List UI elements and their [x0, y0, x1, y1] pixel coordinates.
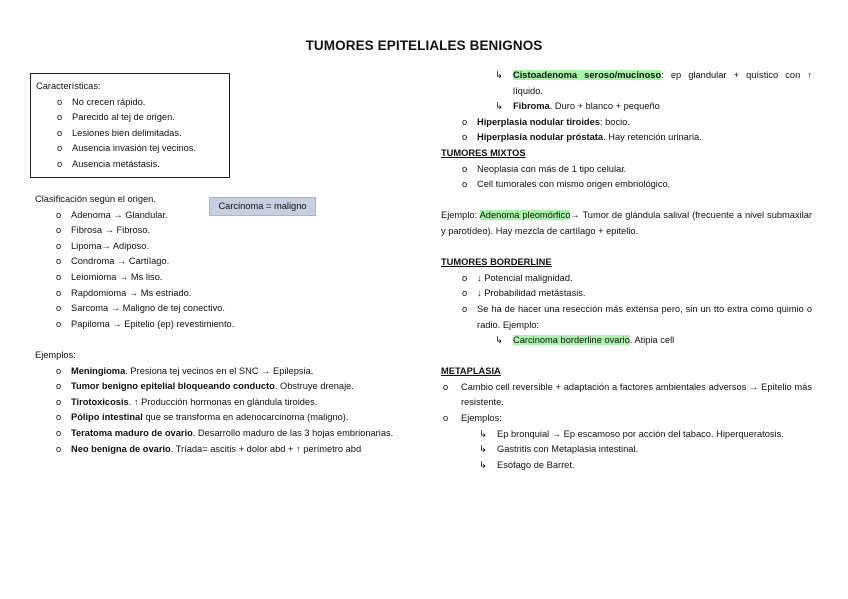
- left-column: [35, 192, 410, 457]
- characteristics-heading: Características:: [36, 81, 101, 91]
- list-item: o Se ha de hacer una resección más extensa pero, sin un tto extra como quimio o radio. Ejemplo:: [462, 303, 812, 330]
- list-item: o Neoplasia con más de 1 tipo celular.: [462, 163, 627, 174]
- list-item: o Teratoma maduro de ovario. Desarrollo maduro de las 3 hojas embrionarias.: [56, 427, 394, 438]
- classification-heading: Clasificación según el origen.: [35, 194, 156, 204]
- list-item: o Ausencia invasión tej vecinos.: [57, 143, 197, 154]
- list-item: o Hiperplasia nodular próstata. Hay retención urinaria.: [462, 132, 702, 143]
- list-subitem: ↳ Esófago de Barret.: [441, 458, 812, 474]
- list-item: o Condroma → Cartílago.: [56, 256, 170, 267]
- return-arrow-icon: ↳: [479, 428, 487, 439]
- return-arrow-icon: ↳: [479, 444, 487, 455]
- list-item: o Rapdomioma → Ms estriado.: [56, 287, 192, 298]
- list-item: o Neo benigna de ovario. Tríada= ascitis + dolor abd + ↑ perímetro abd: [56, 443, 362, 454]
- return-arrow-icon: ↳: [479, 459, 487, 470]
- return-arrow-icon: ↳: [495, 101, 503, 112]
- return-arrow-icon: ↳: [495, 70, 503, 80]
- list-item: o ↓ Potencial malignidad.: [462, 272, 573, 283]
- list-item: o Cell tumorales con mismo origen embriológico.: [462, 179, 671, 190]
- section-heading-metaplasia: METAPLASIA: [441, 366, 501, 377]
- right-column: [441, 68, 812, 473]
- list-item: o Lipoma→ Adiposo.: [56, 240, 150, 251]
- list-subitem: ↳ Cistoadenoma seroso/mucinoso: ep glandular + quístico con ↑ líquido.: [495, 70, 812, 96]
- list-item: o Papiloma → Epitelio (ep) revestimiento.: [56, 318, 235, 329]
- list-item: o Adenoma → Glandular.: [56, 209, 168, 220]
- list-item: o Tirotoxicosis. ↑ Producción hormonas en glándula tiroides.: [56, 396, 318, 407]
- list-item: o Tumor benigno epitelial bloqueando conducto. Obstruye drenaje.: [56, 381, 354, 392]
- list-item: o Meningioma. Presiona tej vecinos en el SNC → Epilepsia.: [56, 365, 314, 376]
- list-item: o No crecen rápido.: [57, 96, 146, 107]
- list-item: o ↓ Probabilidad metástasis.: [462, 288, 586, 299]
- list-item: o Parecido al tej de origen.: [57, 112, 175, 123]
- return-arrow-icon: ↳: [495, 335, 503, 346]
- list-subitem: ↳ Fibroma. Duro + blanco + pequeño: [441, 99, 812, 115]
- list-subitem: ↳ Carcinoma borderline ovario. Atipia cell: [441, 333, 812, 349]
- list-item: o Fibrosa → Fibroso.: [56, 225, 151, 236]
- section-heading-borderline: TUMORES BORDERLINE: [441, 257, 552, 268]
- list-item: o Leiomioma → Ms liso.: [56, 271, 163, 282]
- list-item: o Sarcoma → Maligno de tej conectivo.: [56, 303, 225, 314]
- section-heading-mixtos: TUMORES MIXTOS: [441, 147, 526, 158]
- carcinoma-note-tag: Carcinoma = maligno: [209, 197, 316, 216]
- list-item: o Cambio cell reversible + adaptación a factores ambientales adversos → Epitelio más resistente.: [443, 381, 812, 408]
- page-title: TUMORES EPITELIALES BENIGNOS: [305, 38, 543, 53]
- examples-heading: Ejemplos:: [35, 349, 76, 360]
- characteristics-box: [30, 73, 230, 178]
- example-paragraph: Ejemplo: Adenoma pleomórfico→ Tumor de glándula salival (frecuente a nivel submaxilar y parotídeo). Hay mezcla de cartílago + epitelio.: [441, 210, 812, 236]
- list-item: o Ejemplos:: [443, 413, 502, 424]
- list-item: o Pólipo intestinal que se transforma en adenocarcinoma (maligno).: [56, 412, 349, 423]
- list-item: o Hiperplasia nodular tiroides: bocio.: [462, 116, 630, 127]
- list-subitem: ↳ Gastritis con Metaplasia intestinal.: [441, 442, 812, 458]
- list-subitem: ↳ Ep bronquial → Ep escamoso por acción del tabaco. Hiperqueratosis.: [441, 427, 812, 443]
- list-item: o Lesiones bien delimitadas.: [57, 127, 182, 138]
- list-item: o Ausencia metástasis.: [57, 158, 160, 169]
